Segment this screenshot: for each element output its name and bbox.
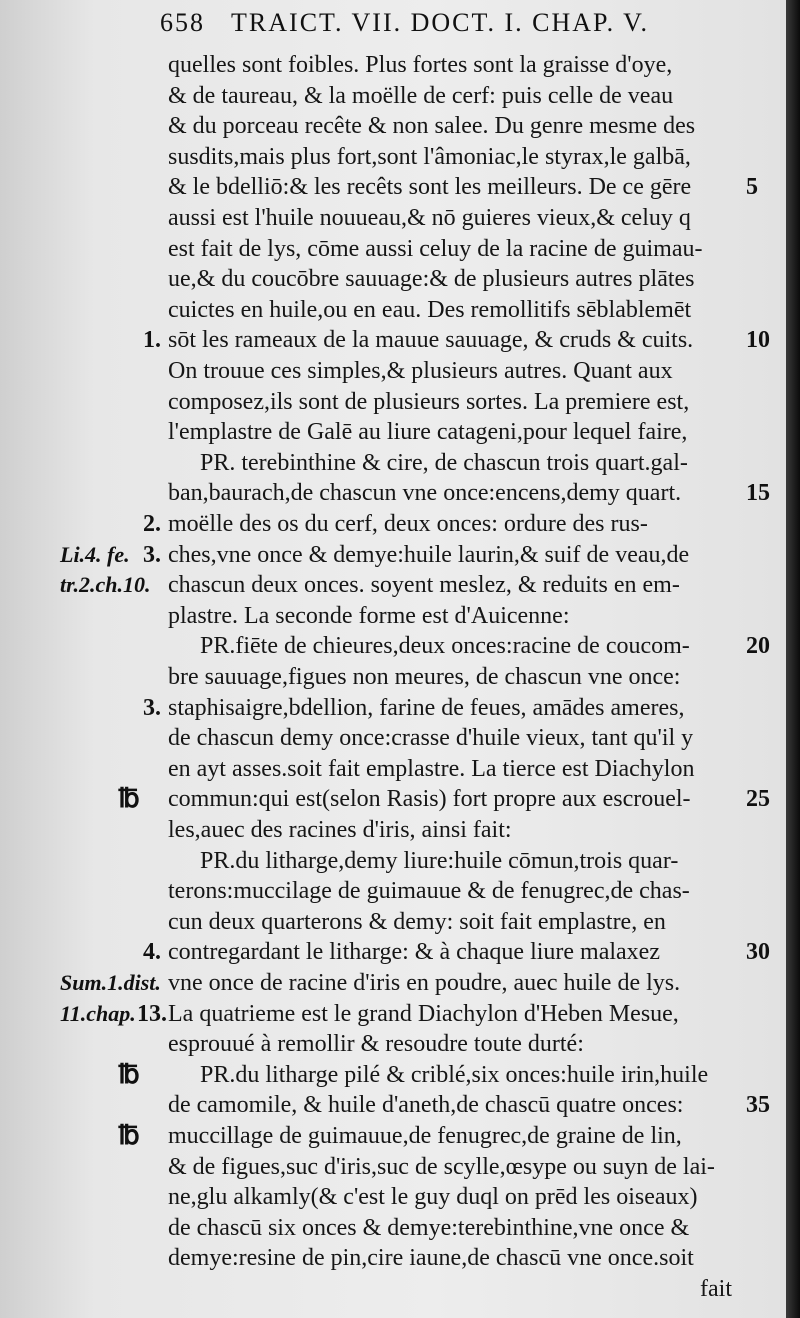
text-line: cun deux quarterons & demy: soit fait emplastre, en [168, 908, 666, 935]
running-title: TRAICT. VII. DOCT. I. CHAP. V. [231, 8, 650, 37]
text-line: & le bdelliō:& les recêts sont les meilleurs. De ce gēre [168, 174, 692, 201]
text-line: de camomile, & huile d'aneth,de chascū quatre onces: [168, 1092, 684, 1119]
catchword: fait [700, 1276, 732, 1302]
text-line: ue,& du coucōbre sauuage:& de plusieurs autres plātes [168, 266, 695, 293]
text-line: La quatrieme est le grand Diachylon d'Heben Mesue, [168, 1000, 679, 1027]
line-counter-right: 15 [746, 480, 770, 507]
text-line: bre sauuage,figues non meures, de chascun vne once: [168, 664, 681, 690]
recipe-marker-icon: ℔ [118, 784, 140, 815]
marginal-note: Li.4. fe. [60, 541, 130, 567]
recipe-line: PR.fiēte de chieures,deux onces:racine de coucom- [200, 633, 690, 660]
recipe-marker-icon: ℔ [118, 1121, 140, 1151]
text-line: contregardant le litharge: & à chaque liure malaxez [168, 939, 660, 966]
text-line: ban,baurach,de chascun vne once:encens,demy quart. [168, 480, 682, 507]
text-line: chascun deux onces. soyent meslez, & reduits en em- [168, 572, 680, 599]
text-line: ches,vne once & demye:huile laurin,& suif de veau,de [168, 541, 690, 568]
line-number-left: 13. [137, 1000, 167, 1027]
recipe-marker-icon: ℔ [118, 1059, 140, 1090]
line-number-left: 4. [143, 939, 161, 966]
text-line: l'emplastre de Galē au liure catageni,pour lequel faire, [168, 419, 688, 446]
line-counter-right: 10 [746, 327, 770, 354]
page-number: 658 [160, 8, 205, 37]
marginal-note: Sum.1.dist. [60, 970, 161, 995]
text-line: commun:qui est(selon Rasis) fort propre aux escrouel- [168, 786, 691, 813]
text-line: est fait de lys, cōme aussi celuy de la racine de guimau- [168, 235, 703, 262]
text-line: susdits,mais plus fort,sont l'âmoniac,le styrax,le galbā, [168, 143, 691, 170]
line-counter-right: 35 [746, 1092, 770, 1119]
line-counter-right: 30 [746, 939, 770, 966]
line-number-left: 3. [143, 694, 161, 721]
recipe-line: PR.du litharge,demy liure:huile cōmun,trois quar- [200, 847, 679, 874]
text-line: & de figues,suc d'iris,suc de scylle,œsype ou suyn de lai- [168, 1153, 715, 1180]
text-line: staphisaigre,bdellion, farine de feues, amādes ameres, [168, 694, 685, 721]
text-line: cuictes en huile,ou en eau. Des remollitifs sēblablemēt [168, 296, 692, 323]
text-line: On trouue ces simples,& plusieurs autres. Quant aux [168, 358, 673, 384]
text-line: sōt les rameaux de la mauue sauuage, & cruds & cuits. [168, 327, 694, 354]
text-line: ne,glu alkamly(& c'est le guy duql on prēd les oiseaux) [168, 1184, 698, 1211]
text-line: muccillage de guimauue,de fenugrec,de graine de lin, [168, 1123, 682, 1149]
marginal-note: 11.chap. [60, 1000, 136, 1026]
text-line: & de taureau, & la moëlle de cerf: puis celle de veau [168, 82, 674, 109]
line-number-left: 2. [143, 511, 161, 537]
line-counter-right: 25 [746, 786, 770, 813]
running-header [160, 8, 720, 42]
text-line: moëlle des os du cerf, deux onces: ordure des rus- [168, 511, 648, 537]
line-number-left: 1. [143, 327, 161, 354]
text-line: esprouué à remollir & resoudre toute durté: [168, 1031, 584, 1058]
text-line: terons:muccilage de guimauue & de fenugrec,de chas- [168, 878, 690, 905]
text-line: aussi est l'huile nouueau,& nō guieres vieux,& celuy q [168, 205, 691, 231]
recipe-line: PR.du litharge pilé & criblé,six onces:huile irin,huile [200, 1061, 709, 1088]
recipe-line: PR. terebinthine & cire, de chascun trois quart.gal- [200, 449, 688, 476]
text-line: demye:resine de pin,cire iaune,de chascū vne once.soit [168, 1245, 694, 1272]
text-line: les,auec des racines d'iris, ainsi fait: [168, 817, 512, 843]
text-line: plastre. La seconde forme est d'Auicenne: [168, 602, 570, 629]
line-counter-right: 20 [746, 633, 770, 660]
text-line: en ayt asses.soit fait emplastre. La tierce est Diachylon [168, 755, 695, 782]
text-line: de chascū six onces & demye:terebinthine,vne once & [168, 1214, 690, 1241]
page-edge-shadow [786, 0, 800, 1318]
text-line: composez,ils sont de plusieurs sortes. La premiere est, [168, 388, 690, 415]
text-line: de chascun demy once:crasse d'huile vieux, tant qu'il y [168, 725, 694, 752]
text-line: vne once de racine d'iris en poudre, auec huile de lys. [168, 970, 681, 996]
text-line: quelles sont foibles. Plus fortes sont la graisse d'oye, [168, 52, 673, 78]
line-counter-right: 5 [746, 174, 758, 201]
text-line: & du porceau recête & non salee. Du genre mesme des [168, 113, 696, 140]
line-number-left: 3. [143, 541, 161, 568]
marginal-note: tr.2.ch.10. [60, 572, 151, 598]
